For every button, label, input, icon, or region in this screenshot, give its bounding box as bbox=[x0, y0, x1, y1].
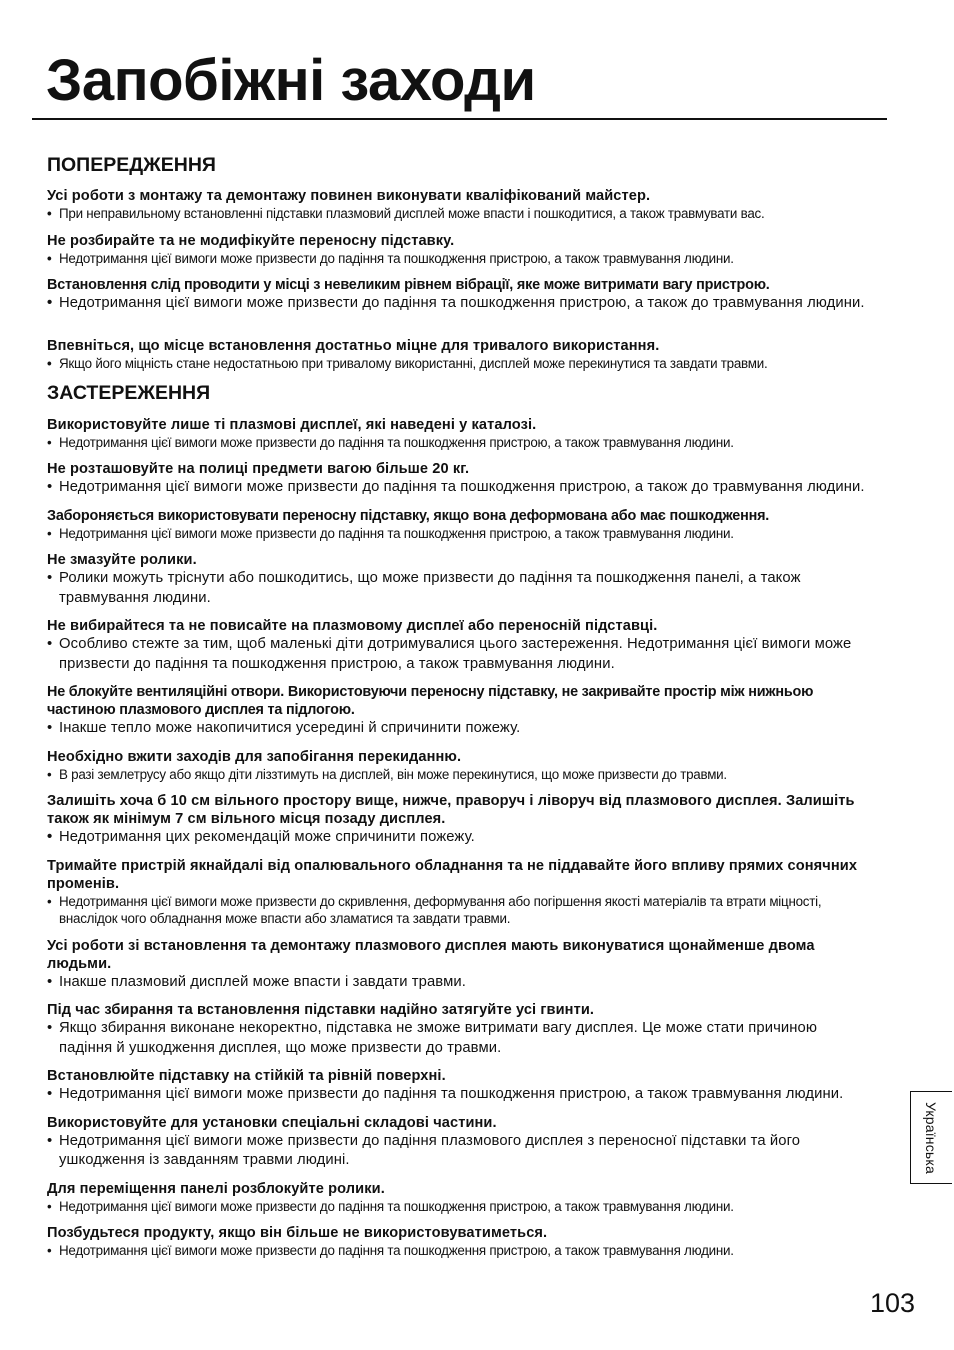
caution-item bbox=[47, 792, 871, 848]
caution-item bbox=[47, 937, 871, 993]
item-note bbox=[47, 355, 871, 373]
safety-content bbox=[47, 154, 871, 1269]
note-text: Ролики можуть тріснути або пошкодитись, що може призвести до падіння та пошкодження панелі, а також травмування людини. bbox=[59, 570, 801, 606]
caution-item bbox=[47, 1067, 871, 1105]
note-text: Недотримання цієї вимоги може призвести до падіння та пошкодження пристрою, а також травмування людини. bbox=[59, 434, 734, 450]
bullet: • bbox=[47, 893, 52, 909]
page-number: 103 bbox=[870, 1288, 916, 1318]
bullet: • bbox=[47, 355, 52, 371]
bullet: • bbox=[47, 1020, 53, 1037]
title-divider bbox=[32, 118, 887, 120]
bullet: • bbox=[47, 636, 53, 653]
item-heading: Необхідно вжити заходів для запобігання перекиданню. bbox=[47, 748, 462, 765]
note-text: Недотримання цієї вимоги може призвести до падіння та пошкодження пристрою, а також травмування людини. bbox=[59, 1198, 734, 1214]
note-text: Недотримання цієї вимоги може призвести до падіння плазмового дисплея з переносної підставки та його ушкодження із завданням травми людині. bbox=[59, 1132, 801, 1169]
bullet: • bbox=[47, 720, 53, 737]
bullet: • bbox=[47, 206, 52, 222]
note-text: Недотримання цієї вимоги може призвести до скривлення, деформування або погіршення якості матеріалів та втрати міцності, внаслідок чого обладнання може впасти або зламатися та завдати травми. bbox=[59, 893, 822, 927]
bullet: • bbox=[47, 829, 53, 846]
item-heading: Не блокуйте вентиляційні отвори. Використовуючи переносну підставку, не закривайте простір між нижньою частиною плазмового дисплея та підлогою. bbox=[47, 684, 814, 719]
bullet: • bbox=[47, 1086, 53, 1103]
item-note bbox=[47, 434, 871, 452]
item-heading: Усі роботи зі встановлення та демонтажу плазмового дисплея мають виконуватися щонайменше двома людьми. bbox=[47, 937, 815, 972]
bullet: • bbox=[47, 434, 52, 450]
note-text: Інакше тепло може накопичитися усередині й спричинити пожежу. bbox=[59, 720, 521, 737]
caution-section bbox=[47, 382, 871, 1259]
note-text: Інакше плазмовий дисплей може впасти і завдати травми. bbox=[59, 973, 466, 990]
note-text: Якщо збирання виконане некоректно, підставка не зможе витримати вагу дисплея. Це може стати причиною падіння й ушкодження дисплея, що може призвести до травми. bbox=[59, 1020, 818, 1056]
item-note bbox=[47, 1019, 871, 1058]
item-note bbox=[47, 973, 871, 993]
note-text: Недотримання цієї вимоги може призвести до падіння та пошкодження пристрою, а також травмування людини. bbox=[59, 250, 734, 266]
item-heading: Під час збирання та встановлення підставки надійно затягуйте усі гвинти. bbox=[47, 1002, 595, 1019]
item-note bbox=[47, 569, 871, 608]
bullet: • bbox=[47, 1198, 52, 1214]
note-text: Недотримання цієї вимоги може призвести до падіння та пошкодження пристрою, а також травмування людини. bbox=[59, 525, 734, 541]
bullet: • bbox=[47, 570, 53, 587]
item-heading: Залишіть хоча б 10 см вільного простору вище, нижче, праворуч і ліворуч від плазмового дисплея. Залишіть також як мінімум 7 см вільного місця позаду дисплея. bbox=[47, 793, 855, 828]
note-text: Особливо стежте за тим, щоб маленькі діти дотримувалися цього застереження. Недотримання цієї вимоги може призвести до падіння та пошкодження пристрою, а також травмування людини. bbox=[59, 636, 852, 672]
item-note bbox=[47, 478, 871, 498]
language-tab bbox=[910, 1091, 952, 1184]
caution-item bbox=[47, 748, 871, 784]
item-note bbox=[47, 1198, 871, 1216]
note-text: Недотримання цієї вимоги може призвести до падіння та пошкодження пристрою, а також травмування людини. bbox=[59, 1243, 734, 1259]
note-text: Недотримання цієї вимоги може призвести до падіння та пошкодження пристрою, а також до травмування людини. bbox=[59, 479, 865, 496]
item-note bbox=[47, 635, 871, 674]
item-note bbox=[47, 719, 871, 739]
item-heading: Встановлення слід проводити у місці з невеликим рівнем вібрації, яке може витримати вагу пристрою. bbox=[47, 277, 770, 294]
item-note bbox=[47, 205, 871, 223]
item-heading: Забороняється використовувати переносну підставку, якщо вона деформована або має пошкодження. bbox=[47, 507, 770, 524]
item-note bbox=[47, 294, 871, 314]
item-note bbox=[47, 250, 871, 268]
warning-item bbox=[47, 276, 871, 314]
item-heading: Усі роботи з монтажу та демонтажу повинен виконувати кваліфікований майстер. bbox=[47, 188, 651, 205]
item-heading: Використовуйте лише ті плазмові дисплеї, які наведені у каталозі. bbox=[47, 416, 537, 433]
caution-item bbox=[47, 1114, 871, 1171]
caution-item bbox=[47, 857, 871, 928]
item-note bbox=[47, 766, 871, 784]
note-text: Недотримання цих рекомендацій може спричинити пожежу. bbox=[59, 829, 475, 846]
bullet: • bbox=[47, 1132, 53, 1149]
item-note bbox=[47, 1242, 871, 1260]
item-note bbox=[47, 1085, 871, 1105]
item-heading: Позбудьтеся продукту, якщо він більше не використовуватиметься. bbox=[47, 1225, 548, 1242]
caution-item bbox=[47, 683, 871, 739]
item-heading: Тримайте пристрій якнайдалі від опалювального обладнання та не піддавайте його впливу прямих сонячних променів. bbox=[47, 857, 858, 892]
caution-item bbox=[47, 1001, 871, 1058]
bullet: • bbox=[47, 973, 53, 990]
bullet: • bbox=[47, 295, 53, 312]
caution-item bbox=[47, 617, 871, 674]
warning-item bbox=[47, 232, 871, 268]
warning-item bbox=[47, 187, 871, 223]
item-heading: Не розбирайте та не модифікуйте переносну підставку. bbox=[47, 232, 455, 249]
item-note bbox=[47, 828, 871, 848]
caution-item bbox=[47, 1224, 871, 1260]
item-note bbox=[47, 1132, 871, 1171]
note-text: При неправильному встановленні підставки плазмовий дисплей може впасти і пошкодитися, а також травмувати вас. bbox=[59, 206, 765, 222]
bullet: • bbox=[47, 250, 52, 266]
bullet: • bbox=[47, 525, 52, 541]
language-tab-label: Українська bbox=[923, 1101, 940, 1174]
warning-section bbox=[47, 154, 871, 372]
item-heading: Встановлюйте підставку на стійкій та рівній поверхні. bbox=[47, 1068, 446, 1085]
page-title: Запобіжні заходи bbox=[46, 48, 536, 113]
warning-item bbox=[47, 337, 871, 373]
note-text: Якщо його міцність стане недостатньою при тривалому використанні, дисплей може перекинутися та завдати травми. bbox=[59, 355, 768, 371]
bullet: • bbox=[47, 479, 53, 496]
item-note bbox=[47, 893, 871, 928]
note-text: В разі землетрусу або якщо діти ліззтимуть на дисплей, він може перекинутися, що може призвести до травми. bbox=[59, 766, 727, 782]
item-heading: Впевніться, що місце встановлення достатньо міцне для тривалого використання. bbox=[47, 337, 660, 354]
caution-item bbox=[47, 416, 871, 452]
item-heading: Не вибирайтеся та не повисайте на плазмовому дисплеї або переносній підставці. bbox=[47, 618, 658, 635]
caution-item bbox=[47, 460, 871, 498]
caution-item bbox=[47, 507, 871, 543]
item-heading: Не розташовуйте на полиці предмети вагою більше 20 кг. bbox=[47, 461, 470, 478]
bullet: • bbox=[47, 766, 52, 782]
item-heading: Використовуйте для установки спеціальні складові частини. bbox=[47, 1114, 497, 1131]
item-heading: Для переміщення панелі розблокуйте ролики. bbox=[47, 1180, 385, 1197]
item-note bbox=[47, 525, 871, 543]
note-text: Недотримання цієї вимоги може призвести до падіння та пошкодження пристрою, а також травмування людини. bbox=[59, 1086, 844, 1103]
note-text: Недотримання цієї вимоги може призвести до падіння та пошкодження пристрою, а також до травмування людини. bbox=[59, 295, 865, 312]
section-heading-caution: ЗАСТЕРЕЖЕННЯ bbox=[47, 382, 211, 405]
caution-item bbox=[47, 551, 871, 608]
item-heading: Не змазуйте ролики. bbox=[47, 552, 197, 569]
section-heading-warning: ПОПЕРЕДЖЕННЯ bbox=[47, 154, 216, 176]
caution-item bbox=[47, 1180, 871, 1216]
bullet: • bbox=[47, 1243, 52, 1259]
